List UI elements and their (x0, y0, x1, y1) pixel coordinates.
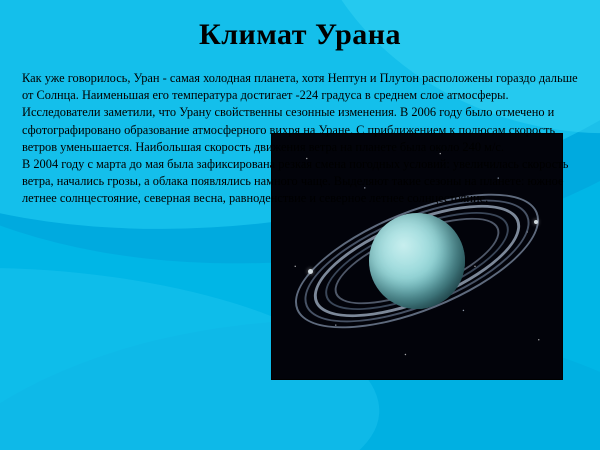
paragraph-1: Как уже говорилось, Уран - самая холодная планета, хотя Нептун и Плутон расположены гораздо дальше от Солнца. Наименьшая его температура достигает -224 градуса в среднем слое атмосферы. Исследователи заметили, что Урану свойственны сезонные изменения. В 2006 году было отмечено и сфотографировано образование атмосферного вихря на Уране. С приближением к полюсам скорость ветров уменьшается. Наибольшая скорость движения ветра на планете была около 240 м/с. (22, 71, 578, 154)
slide-body-text (22, 70, 580, 208)
planet-uranus (369, 213, 465, 309)
moon-icon (534, 220, 538, 224)
moon-icon (308, 269, 313, 274)
paragraph-2: В 2004 году с марта до мая была зафиксирована резкая смена погодных условий: увеличилась скорость ветра, начались грозы, а облака появлялись намного чаще. Выделяют такие сезоны на планете: южное летнее солнцестояние, северная весна, равноденствие и северное летнее солнцестояние. (22, 157, 569, 206)
slide-title: Климат Урана (198, 18, 402, 51)
